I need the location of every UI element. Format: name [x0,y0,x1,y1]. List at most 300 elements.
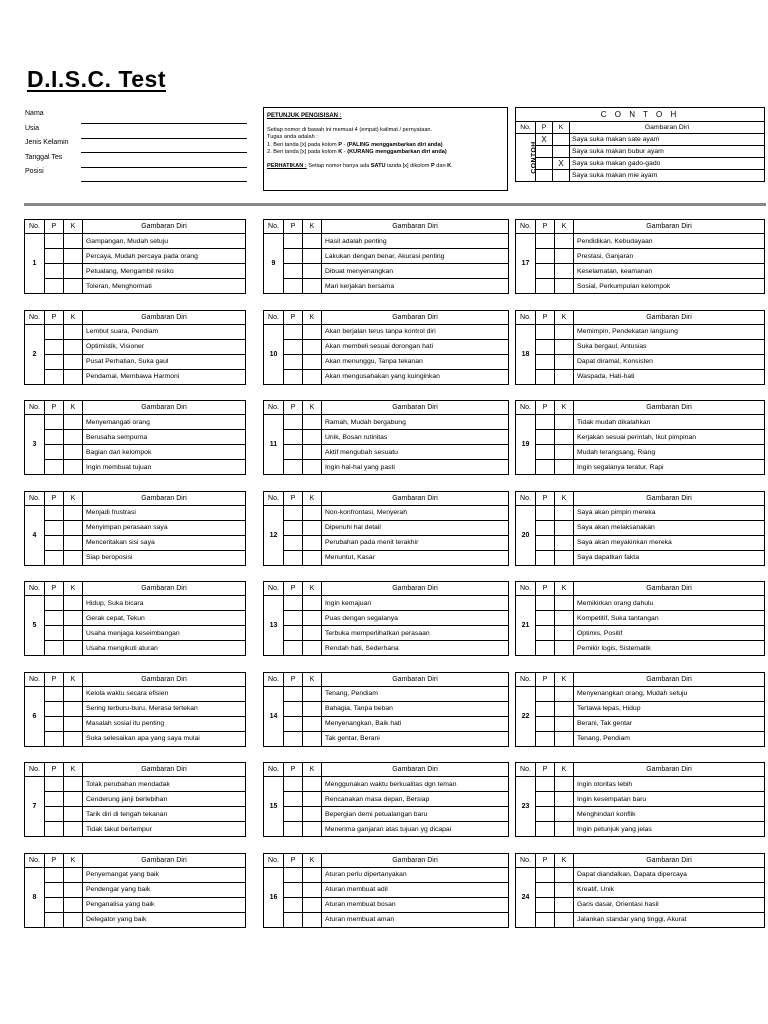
p-checkbox-cell[interactable] [536,445,555,460]
p-checkbox-cell[interactable] [45,867,64,882]
k-checkbox-cell[interactable] [64,611,83,626]
k-checkbox-cell[interactable] [555,339,574,354]
p-checkbox-cell[interactable] [536,264,555,279]
k-checkbox-cell[interactable] [555,234,574,249]
k-checkbox-cell[interactable] [555,882,574,897]
k-checkbox-cell[interactable] [64,882,83,897]
p-checkbox-cell[interactable] [284,264,303,279]
k-checkbox-cell[interactable] [555,822,574,837]
statement-row [25,716,246,731]
p-checkbox-cell[interactable] [284,686,303,701]
p-checkbox-cell[interactable] [284,641,303,656]
p-checkbox-cell[interactable] [284,912,303,927]
p-checkbox-cell[interactable] [536,867,555,882]
p-checkbox-cell[interactable] [536,882,555,897]
p-checkbox-cell[interactable] [284,792,303,807]
header-p: P [536,401,555,415]
k-checkbox-cell[interactable] [555,596,574,611]
p-checkbox-cell[interactable] [536,369,555,384]
statement-row [516,520,765,535]
k-checkbox-cell[interactable] [303,686,322,701]
k-checkbox-cell[interactable] [64,777,83,792]
statement-text: Aturan membuat aman [322,912,509,927]
k-checkbox-cell[interactable] [64,324,83,339]
statement-row [25,897,246,912]
header-p: P [45,310,64,324]
p-checkbox-cell[interactable] [284,324,303,339]
p-checkbox-cell[interactable] [536,777,555,792]
statement-text: Waspada, Hati-hati [574,369,765,384]
statement-row [516,460,765,475]
k-checkbox-cell[interactable] [555,897,574,912]
p-checkbox-cell[interactable] [45,701,64,716]
p-checkbox-cell[interactable] [536,520,555,535]
statement-text: Kelola waktu secara efisien [83,686,246,701]
p-checkbox-cell[interactable] [45,324,64,339]
statement-text: Pemikir logis, Sistematik [574,641,765,656]
k-checkbox-cell[interactable] [64,535,83,550]
k-checkbox-cell[interactable] [64,701,83,716]
header-p: P [45,401,64,415]
statement-row [516,792,765,807]
header-p: P [284,310,303,324]
p-checkbox-cell[interactable] [45,822,64,837]
p-checkbox-cell[interactable] [536,596,555,611]
statement-text: Usaha menjaga keseimbangan [83,626,246,641]
page-title: D.I.S.C. Test [27,66,166,92]
k-checkbox-cell[interactable] [555,867,574,882]
k-checkbox-cell[interactable] [303,445,322,460]
p-checkbox-cell[interactable] [284,535,303,550]
p-checkbox-cell[interactable] [536,897,555,912]
p-checkbox-cell[interactable] [284,550,303,565]
k-checkbox-cell[interactable] [303,354,322,369]
field-posisi[interactable] [25,168,247,182]
header-p: P [45,491,64,505]
statement-row [264,626,509,641]
k-checkbox-cell[interactable] [303,505,322,520]
p-checkbox-cell[interactable] [45,777,64,792]
statement-row [25,641,246,656]
statement-text: Ingin kesempatan baru [574,792,765,807]
p-checkbox-cell[interactable] [284,234,303,249]
statement-row [264,460,509,475]
p-checkbox-cell[interactable] [45,897,64,912]
k-checkbox-cell[interactable] [555,777,574,792]
k-checkbox-cell[interactable] [303,912,322,927]
k-checkbox-cell[interactable] [64,897,83,912]
statement-text: Percaya, Mudah percaya pada orang [83,249,246,264]
p-checkbox-cell[interactable] [284,339,303,354]
statement-text: Menghindari konflik [574,807,765,822]
statement-row [516,626,765,641]
statement-text: Menyimpan perasaan saya [83,520,246,535]
k-checkbox-cell[interactable] [303,430,322,445]
p-checkbox-cell[interactable] [284,460,303,475]
statement-text: Lembut suara, Pendiam [83,324,246,339]
statement-text: Optimis, Positif [574,626,765,641]
statement-text: Optimistik, Visioner [83,339,246,354]
k-checkbox-cell[interactable] [64,430,83,445]
header-no: No. [516,672,536,686]
k-checkbox-cell[interactable] [303,897,322,912]
p-checkbox-cell[interactable] [284,626,303,641]
p-checkbox-cell[interactable] [45,460,64,475]
k-checkbox-cell[interactable] [555,445,574,460]
header-description: Gambaran Diri [574,491,765,505]
header-p: P [45,672,64,686]
k-checkbox-cell[interactable] [303,324,322,339]
header-p: P [284,763,303,777]
k-checkbox-cell[interactable] [303,249,322,264]
k-checkbox-cell[interactable] [303,867,322,882]
k-checkbox-cell[interactable] [303,520,322,535]
p-checkbox-cell[interactable] [45,505,64,520]
p-checkbox-cell[interactable] [45,641,64,656]
statement-row [516,535,765,550]
question-block [24,853,246,928]
p-checkbox-cell[interactable] [536,701,555,716]
p-checkbox-cell[interactable] [284,611,303,626]
k-checkbox-cell[interactable] [64,445,83,460]
k-checkbox-cell[interactable] [303,535,322,550]
statement-row [516,686,765,701]
k-checkbox-cell[interactable] [64,641,83,656]
statement-text: Unik, Bosan rutinitas [322,430,509,445]
k-checkbox-cell[interactable] [64,264,83,279]
p-checkbox-cell[interactable] [284,867,303,882]
k-checkbox-cell[interactable] [555,369,574,384]
statement-row [516,716,765,731]
statement-row [516,249,765,264]
k-checkbox-cell[interactable] [64,626,83,641]
p-checkbox-cell[interactable] [45,550,64,565]
k-checkbox-cell[interactable] [303,777,322,792]
statement-text: Menyenangkan orang, Mudah setuju [574,686,765,701]
header-description: Gambaran Diri [574,763,765,777]
p-checkbox-cell[interactable] [284,520,303,535]
k-checkbox-cell[interactable] [64,415,83,430]
question-number: 8 [25,867,45,927]
p-checkbox-cell[interactable] [284,822,303,837]
k-checkbox-cell[interactable] [555,415,574,430]
header-no: No. [264,582,284,596]
k-checkbox-cell[interactable] [64,249,83,264]
header-p: P [536,491,555,505]
statement-text: Lakukan dengan benar, Akurasi penting [322,249,509,264]
statement-row [25,460,246,475]
p-checkbox-cell[interactable] [45,234,64,249]
k-checkbox-cell[interactable] [555,912,574,927]
header-no: No. [264,220,284,234]
statement-text: Pendengar yang baik [83,882,246,897]
k-checkbox-cell[interactable] [555,731,574,746]
statement-text: Menyemangati orang [83,415,246,430]
statement-text: Delegator yang baik [83,912,246,927]
k-checkbox-cell[interactable] [555,701,574,716]
statement-row [516,415,765,430]
p-checkbox-cell[interactable] [284,505,303,520]
statement-row [25,339,246,354]
k-checkbox-cell[interactable] [64,731,83,746]
k-checkbox-cell[interactable] [64,505,83,520]
k-checkbox-cell[interactable] [64,912,83,927]
p-checkbox-cell[interactable] [284,807,303,822]
k-checkbox-cell[interactable] [303,882,322,897]
p-checkbox-cell[interactable] [284,430,303,445]
statement-text: Rencanakan masa depan, Bersiap [322,792,509,807]
statement-text: Jalankan standar yang tinggi, Akurat [574,912,765,927]
question-number: 13 [264,596,284,656]
k-checkbox-cell[interactable] [64,520,83,535]
k-checkbox-cell[interactable] [303,550,322,565]
k-checkbox-cell[interactable] [303,279,322,294]
statement-text: Gerak cepat, Tekun [83,611,246,626]
k-checkbox-cell[interactable] [555,430,574,445]
p-checkbox-cell[interactable] [45,716,64,731]
header-k: K [64,220,83,234]
k-checkbox-cell[interactable] [64,716,83,731]
k-checkbox-cell[interactable] [303,234,322,249]
k-checkbox-cell[interactable] [555,716,574,731]
question-block [263,672,509,747]
p-checkbox-cell[interactable] [45,354,64,369]
statement-text: Terbuka memperlihatkan perasaan [322,626,509,641]
k-checkbox-cell[interactable] [555,611,574,626]
header-k: K [555,310,574,324]
k-checkbox-cell[interactable] [64,867,83,882]
statement-row [516,882,765,897]
p-checkbox-cell[interactable] [536,822,555,837]
p-checkbox-cell[interactable] [536,354,555,369]
statement-row [264,686,509,701]
k-checkbox-cell[interactable] [555,249,574,264]
header-k: K [64,401,83,415]
field-tanggal-tes[interactable] [25,154,247,168]
header-description: Gambaran Diri [83,763,246,777]
statement-text: Garis dasar, Orientasi hasil [574,897,765,912]
question-number: 19 [516,415,536,475]
k-checkbox-cell[interactable] [555,264,574,279]
p-checkbox-cell[interactable] [45,731,64,746]
k-checkbox-cell[interactable] [64,460,83,475]
question-block [515,581,765,656]
p-checkbox-cell[interactable] [536,716,555,731]
p-checkbox-cell[interactable] [45,249,64,264]
k-checkbox-cell[interactable] [64,234,83,249]
p-checkbox-cell[interactable] [45,339,64,354]
p-checkbox-cell[interactable] [45,882,64,897]
p-checkbox-cell[interactable] [536,249,555,264]
k-checkbox-cell[interactable] [555,324,574,339]
k-checkbox-cell[interactable] [555,792,574,807]
k-checkbox-cell[interactable] [303,822,322,837]
k-checkbox-cell[interactable] [64,550,83,565]
field-nama[interactable] [25,110,247,124]
p-checkbox-cell[interactable] [284,369,303,384]
k-checkbox-cell[interactable] [64,354,83,369]
k-checkbox-cell[interactable] [555,460,574,475]
p-checkbox-cell[interactable] [536,611,555,626]
statement-row [264,611,509,626]
p-checkbox-cell[interactable] [536,686,555,701]
header-no: No. [264,310,284,324]
k-checkbox-cell[interactable] [64,339,83,354]
k-checkbox-cell[interactable] [555,535,574,550]
k-checkbox-cell[interactable] [303,701,322,716]
p-checkbox-cell[interactable] [536,807,555,822]
statement-text: Pendidikan, Kebudayaan [574,234,765,249]
p-checkbox-cell[interactable] [284,777,303,792]
p-checkbox-cell[interactable] [45,430,64,445]
k-checkbox-cell[interactable] [303,369,322,384]
header-k: K [303,401,322,415]
k-checkbox-cell[interactable] [303,339,322,354]
k-checkbox-cell[interactable] [303,807,322,822]
k-checkbox-cell[interactable] [555,626,574,641]
k-checkbox-cell[interactable] [303,716,322,731]
field-jenis-kelamin[interactable] [25,139,247,153]
p-checkbox-cell[interactable] [284,701,303,716]
statement-row [516,777,765,792]
p-checkbox-cell[interactable] [45,792,64,807]
statement-text: Mari kerjakan bersama [322,279,509,294]
k-checkbox-cell[interactable] [303,596,322,611]
k-checkbox-cell[interactable] [555,807,574,822]
p-checkbox-cell[interactable] [284,445,303,460]
p-checkbox-cell[interactable] [284,731,303,746]
statement-row [516,596,765,611]
statement-row [25,882,246,897]
statement-row [25,279,246,294]
p-checkbox-cell[interactable] [536,339,555,354]
p-checkbox-cell[interactable] [45,807,64,822]
p-checkbox-cell[interactable] [536,626,555,641]
p-checkbox-cell[interactable] [284,596,303,611]
statement-row [25,550,246,565]
statement-row [264,641,509,656]
k-checkbox-cell[interactable] [555,520,574,535]
statement-text: Tak gentar, Berani [322,731,509,746]
k-checkbox-cell[interactable] [303,415,322,430]
header-no: No. [516,763,536,777]
section-divider [24,203,766,206]
k-checkbox-cell[interactable] [555,550,574,565]
p-checkbox-cell[interactable] [536,505,555,520]
header-no: No. [25,672,45,686]
p-checkbox-cell[interactable] [284,882,303,897]
k-checkbox-cell[interactable] [303,731,322,746]
k-checkbox-cell[interactable] [64,369,83,384]
k-checkbox-cell[interactable] [64,596,83,611]
p-checkbox-cell[interactable] [284,716,303,731]
p-checkbox-cell[interactable] [536,731,555,746]
question-number: 9 [264,234,284,294]
instructions-p-rule: 1. Beri tanda [x] pada kolom P - (PALING menggambarkan diri anda) [267,141,443,148]
k-checkbox-cell[interactable] [303,264,322,279]
question-number: 20 [516,505,536,565]
statement-row [25,777,246,792]
k-checkbox-cell[interactable] [555,279,574,294]
question-number: 21 [516,596,536,656]
statement-text: Tarik diri di tengah tekanan [83,807,246,822]
p-checkbox-cell[interactable] [284,415,303,430]
p-checkbox-cell[interactable] [45,535,64,550]
statement-row [264,249,509,264]
p-checkbox-cell[interactable] [45,369,64,384]
p-checkbox-cell[interactable] [536,234,555,249]
p-checkbox-cell[interactable] [45,912,64,927]
header-p: P [284,220,303,234]
p-checkbox-cell[interactable] [284,279,303,294]
p-checkbox-cell[interactable] [536,279,555,294]
p-checkbox-cell[interactable] [45,415,64,430]
statement-text: Dipenuhi hal detail [322,520,509,535]
p-checkbox-cell[interactable] [284,249,303,264]
k-checkbox-cell[interactable] [555,641,574,656]
header-k: K [303,220,322,234]
k-checkbox-cell[interactable] [64,822,83,837]
k-checkbox-cell[interactable] [555,505,574,520]
p-checkbox-cell[interactable] [536,641,555,656]
statement-row [25,686,246,701]
statement-row [25,430,246,445]
statement-text: Berusaha sempurna [83,430,246,445]
p-checkbox-cell[interactable] [536,324,555,339]
p-checkbox-cell[interactable] [45,279,64,294]
k-checkbox-cell[interactable] [303,641,322,656]
header-p: P [536,853,555,867]
k-checkbox-cell[interactable] [64,792,83,807]
k-checkbox-cell[interactable] [555,354,574,369]
instructions-heading: PETUNJUK PENGISISAN : [267,113,342,119]
p-checkbox-cell[interactable] [45,626,64,641]
k-checkbox-cell[interactable] [303,460,322,475]
p-checkbox-cell[interactable] [536,415,555,430]
p-checkbox-cell[interactable] [536,550,555,565]
p-checkbox-cell[interactable] [45,611,64,626]
p-checkbox-cell[interactable] [536,460,555,475]
statement-row [264,716,509,731]
p-checkbox-cell[interactable] [536,792,555,807]
instructions-box [263,107,508,191]
p-checkbox-cell[interactable] [45,445,64,460]
p-checkbox-cell[interactable] [45,596,64,611]
question-number: 23 [516,777,536,837]
k-checkbox-cell[interactable] [303,626,322,641]
p-checkbox-cell[interactable] [284,354,303,369]
p-checkbox-cell[interactable] [45,520,64,535]
statement-text: Menuntut, Kasar [322,550,509,565]
p-checkbox-cell[interactable] [45,686,64,701]
p-checkbox-cell[interactable] [45,264,64,279]
p-checkbox-cell[interactable] [536,535,555,550]
p-checkbox-cell[interactable] [536,912,555,927]
p-checkbox-cell[interactable] [284,897,303,912]
field-usia[interactable] [25,125,247,139]
statement-row [25,415,246,430]
statement-row [25,264,246,279]
header-no: No. [264,853,284,867]
k-checkbox-cell[interactable] [64,807,83,822]
k-checkbox-cell[interactable] [64,279,83,294]
k-checkbox-cell[interactable] [303,611,322,626]
k-checkbox-cell[interactable] [64,686,83,701]
header-k: K [555,582,574,596]
k-checkbox-cell[interactable] [303,792,322,807]
p-checkbox-cell[interactable] [536,430,555,445]
k-checkbox-cell[interactable] [555,686,574,701]
